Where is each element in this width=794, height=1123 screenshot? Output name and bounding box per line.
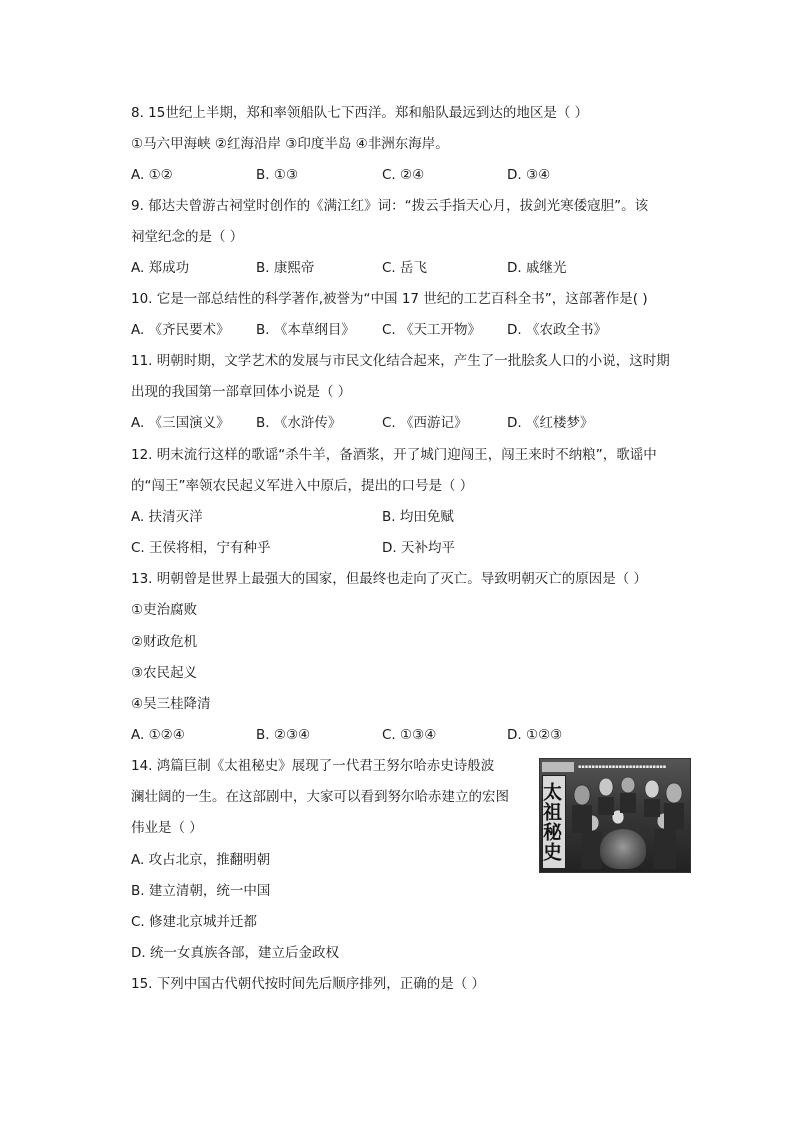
question-12-option-c: C. 王侯将相，宁有种乎	[131, 540, 271, 556]
question-10-option-d: D. 《农政全书》	[507, 322, 607, 338]
question-8-option-b: B. ①③	[256, 167, 299, 183]
question-9-option-c: C. 岳飞	[382, 260, 428, 276]
poster-mask	[600, 829, 646, 869]
poster-title: 太祖秘史	[542, 775, 566, 869]
question-11-stem-line-2: 出现的我国第一部章回体小说是（ ）	[131, 384, 352, 400]
question-13-item-1: ①吏治腐败	[131, 602, 198, 618]
question-14-option-b: B. 建立清朝，统一中国	[131, 883, 271, 899]
question-10-option-a: A. 《齐民要术》	[131, 322, 230, 338]
question-12-option-a: A. 扶清灭洋	[131, 509, 203, 525]
question-8-option-c: C. ②④	[382, 167, 425, 183]
question-13-item-2: ②财政危机	[131, 634, 198, 650]
question-9-stem-line-2: 祠堂纪念的是（ ）	[131, 229, 244, 245]
tv-series-poster	[539, 758, 691, 873]
question-9-stem-line-1: 9. 郁达夫曾游古祠堂时创作的《满江红》词：“拨云手指天心月，拔剑光寒倭寇胆”。该	[131, 198, 649, 214]
question-11-option-d: D. 《红楼梦》	[507, 415, 594, 431]
question-13-option-a: A. ①②④	[131, 727, 185, 743]
question-14-stem-line-2: 澜壮阔的一生。在这部剧中，大家可以看到努尔哈赤建立的宏图	[131, 789, 509, 805]
question-10-option-c: C. 《天工开物》	[382, 322, 482, 338]
question-9-option-a: A. 郑成功	[131, 260, 190, 276]
question-14-option-d: D. 统一女真族各部，建立后金政权	[131, 945, 339, 961]
question-8-option-d: D. ③④	[507, 167, 551, 183]
question-11-option-c: C. 《西游记》	[382, 415, 468, 431]
question-12-stem-line-1: 12. 明末流行这样的歌谣“杀牛羊，备酒浆，开了城门迎闯王，闯王来时不纳粮”，歌谣中	[131, 447, 657, 463]
question-9-option-d: D. 戚继光	[507, 260, 567, 276]
question-14-stem-line-3: 伟业是（ ）	[131, 820, 203, 836]
question-11-stem-line-1: 11. 明朝时期，文学艺术的发展与市民文化结合起来，产生了一批脍炙人口的小说，这时期	[131, 353, 670, 369]
question-12-stem-line-2: 的“闯王”率领农民起义军进入中原后，提出的口号是（ ）	[131, 478, 474, 494]
question-13-option-d: D. ①②③	[507, 727, 563, 743]
question-15-stem: 15. 下列中国古代朝代按时间先后顺序排列，正确的是（ ）	[131, 976, 486, 992]
question-13-stem: 13. 明朝曾是世界上最强大的国家，但最终也走向了灭亡。导致明朝灭亡的原因是（ ）	[131, 571, 648, 587]
question-13-option-b: B. ②③④	[256, 727, 311, 743]
question-10-stem: 10. 它是一部总结性的科学著作,被誉为“中国 17 世纪的工艺百科全书”，这部著作是( )	[131, 291, 648, 307]
question-8-stem: 8. 15世纪上半期，郑和率领船队七下西洋。郑和船队最远到达的地区是（ ）	[131, 105, 589, 121]
question-13-item-4: ④吴三桂降清	[131, 696, 211, 712]
question-10-option-b: B. 《本草纲目》	[256, 322, 355, 338]
question-8-items: ①马六甲海峡 ②红海沿岸 ③印度半岛 ④非洲东海岸。	[131, 136, 449, 152]
question-9-option-b: B. 康熙帝	[256, 260, 315, 276]
question-11-option-b: B. 《水浒传》	[256, 415, 342, 431]
question-14-stem-line-1: 14. 鸿篇巨制《太祖秘史》展现了一代君王努尔哈赤史诗般波	[131, 758, 495, 774]
poster-banner: ▪▪▪▪▪▪▪▪▪▪▪▪▪▪▪▪▪▪▪▪▪▪▪▪▪▪	[578, 764, 667, 770]
question-13-item-3: ③农民起义	[131, 665, 198, 681]
question-14-option-c: C. 修建北京城并迁都	[131, 914, 258, 930]
question-14-option-a: A. 攻占北京，推翻明朝	[131, 852, 271, 868]
question-11-option-a: A. 《三国演义》	[131, 415, 230, 431]
question-12-option-d: D. 天补均平	[382, 540, 455, 556]
question-12-option-b: B. 均田免赋	[382, 509, 454, 525]
question-13-option-c: C. ①③④	[382, 727, 437, 743]
question-8-option-a: A. ①②	[131, 167, 173, 183]
poster-tag	[542, 762, 574, 772]
